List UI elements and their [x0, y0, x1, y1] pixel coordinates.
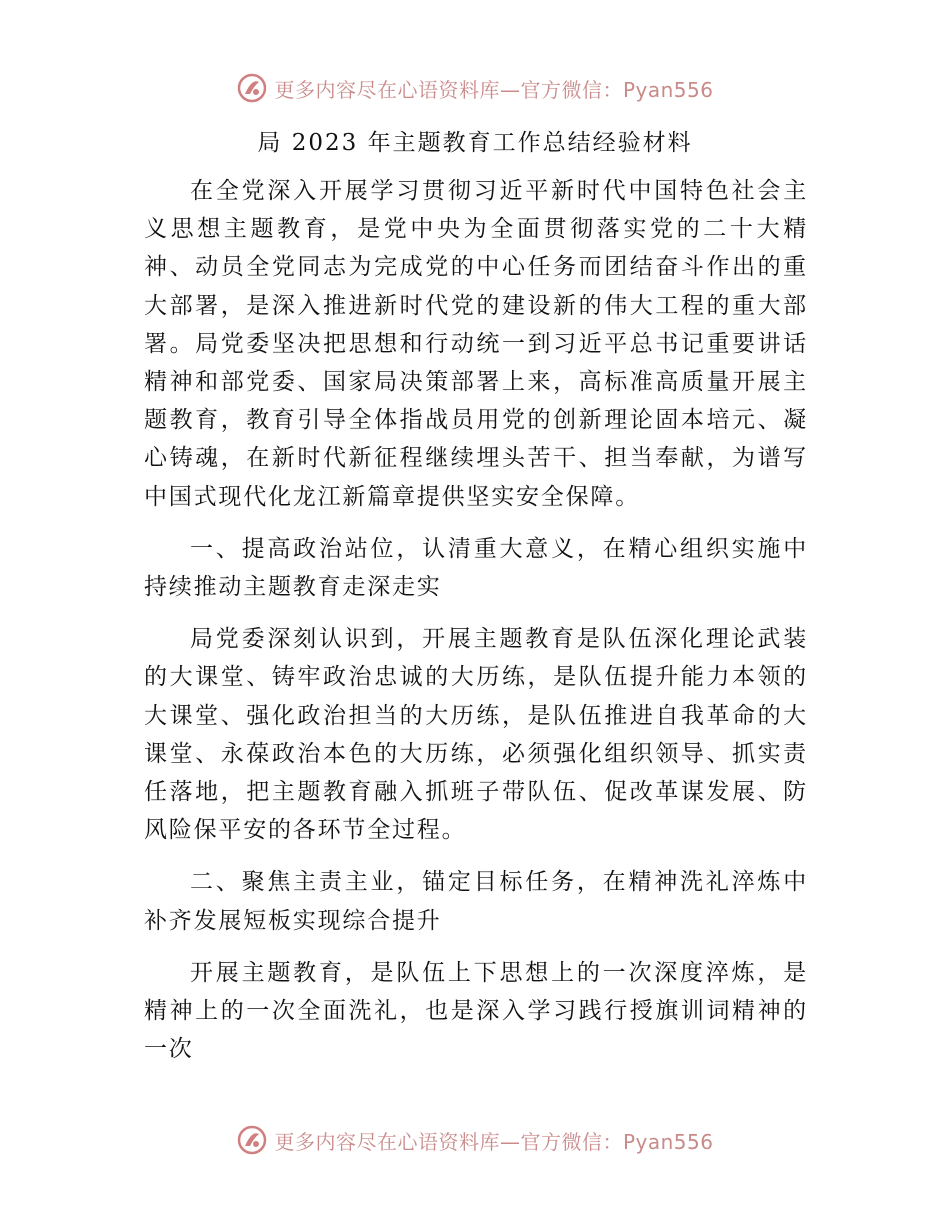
document-title: 局 2023 年主题教育工作总结经验材料	[257, 130, 693, 156]
logo-icon	[236, 72, 268, 104]
section-heading-2: 二、聚焦主责主业，锚定目标任务，在精神洗礼淬炼中补齐发展短板实现综合提升	[144, 869, 808, 934]
document-body	[144, 172, 808, 1082]
paragraph-intro: 在全党深入开展学习贯彻习近平新时代中国特色社会主义思想主题教育，是党中央为全面贯彻落实党的二十大精神、动员全党同志为完成党的中心任务而团结奋斗作出的重大部署，是深入推进新时代党的建设新的伟大工程的重大部署。局党委坚决把思想和行动统一到习近平总书记重要讲话精神和部党委、国家局决策部署上来，高标准高质量开展主题教育，教育引导全体指战员用党的创新理论固本培元、凝心铸魂，在新时代新征程继续埋头苦干、担当奉献，为谱写中国式现代化龙江新篇章提供坚实安全保障。	[144, 178, 808, 510]
watermark-text: 更多内容尽在心语资料库—官方微信：Pyan556	[274, 77, 714, 102]
paragraph-section-2: 开展主题教育，是队伍上下思想上的一次深度淬炼，是精神上的一次全面洗礼，也是深入学习践行授旗训词精神的一次	[144, 959, 808, 1063]
watermark-text: 更多内容尽在心语资料库—官方微信：Pyan556	[274, 1129, 714, 1154]
logo-icon	[236, 1124, 268, 1156]
header-watermark	[0, 72, 950, 104]
footer-watermark	[0, 1124, 950, 1156]
paragraph-section-1: 局党委深刻认识到，开展主题教育是队伍深化理论武装的大课堂、铸牢政治忠诚的大历练，是队伍提升能力本领的大课堂、强化政治担当的大历练，是队伍推进自我革命的大课堂、永葆政治本色的大历练，必须强化组织领导、抓实责任落地，把主题教育融入抓班子带队伍、促改革谋发展、防风险保平安的各环节全过程。	[144, 626, 808, 844]
section-heading-1: 一、提高政治站位，认清重大意义，在精心组织实施中持续推动主题教育走深走实	[144, 535, 808, 601]
